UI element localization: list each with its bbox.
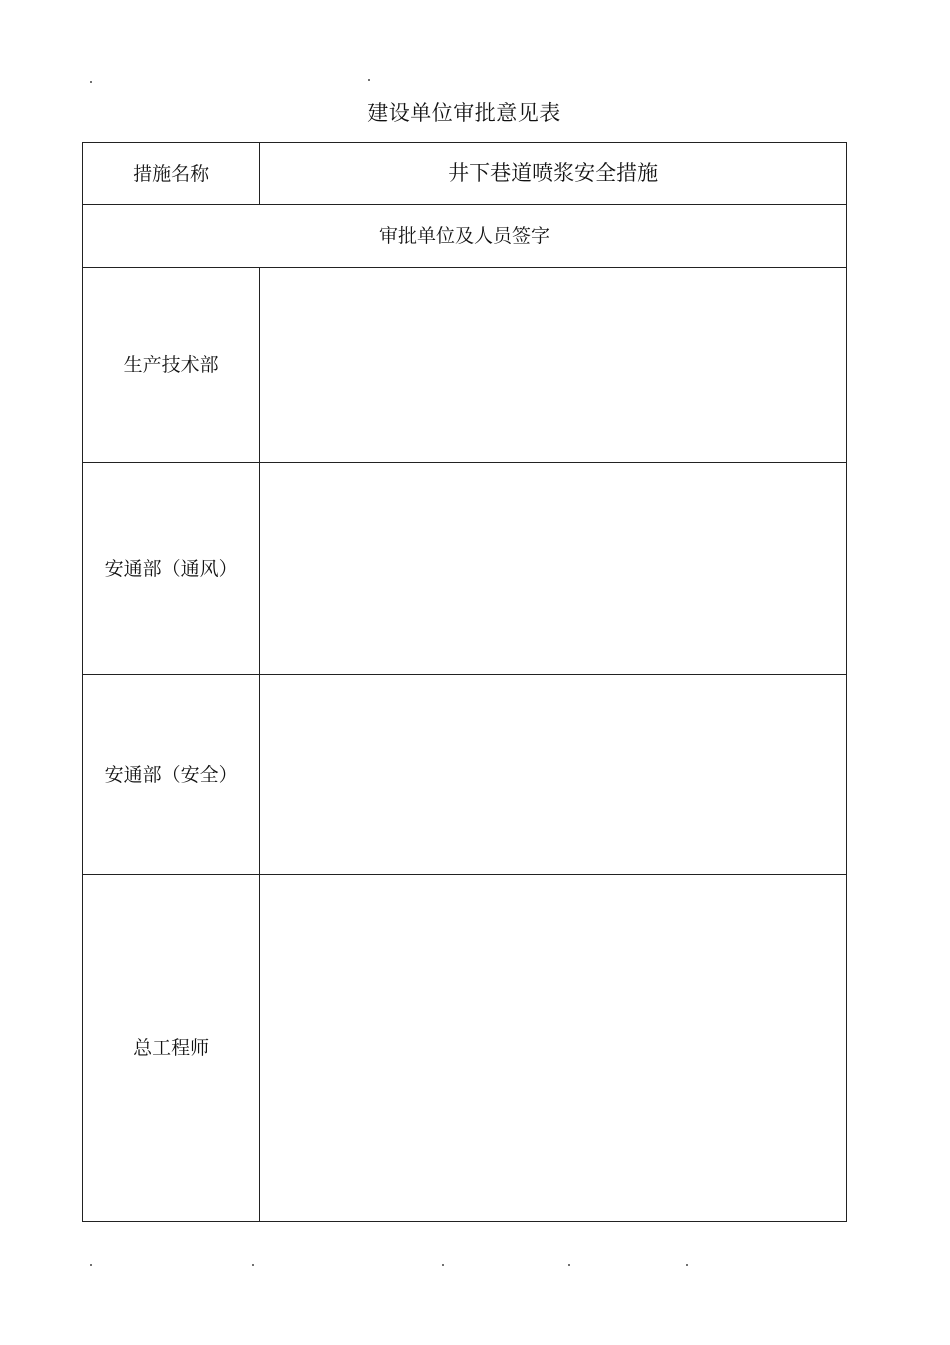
department-label-cell (83, 463, 260, 675)
department-row-safety (83, 675, 847, 875)
scan-speck (368, 79, 370, 81)
department-row-ventilation (83, 463, 847, 675)
measure-label: 措施名称 (133, 162, 210, 185)
approval-form-table (82, 142, 847, 1222)
department-label: 安通部（通风） (104, 557, 238, 580)
department-label: 安通部（安全） (104, 763, 238, 786)
department-row-production-tech (83, 268, 847, 463)
signature-cell[interactable] (260, 268, 847, 463)
department-label-cell (83, 875, 260, 1222)
approval-header-row (83, 205, 847, 268)
signature-cell[interactable] (260, 463, 847, 675)
approval-header: 审批单位及人员签字 (378, 225, 550, 247)
department-label-cell (83, 268, 260, 463)
measure-label-cell (83, 143, 260, 205)
department-label: 总工程师 (133, 1037, 210, 1059)
scan-speck (90, 81, 92, 83)
measure-value: 井下巷道喷浆安全措施 (448, 161, 659, 185)
measure-value-cell (260, 143, 847, 205)
signature-cell[interactable] (260, 875, 847, 1222)
scan-speck (252, 1264, 254, 1266)
scan-speck (686, 1264, 688, 1266)
document-title: 建设单位审批意见表 (367, 101, 561, 125)
signature-cell[interactable] (260, 675, 847, 875)
department-label-cell (83, 675, 260, 875)
measure-row (83, 143, 847, 205)
department-row-chief-engineer (83, 875, 847, 1222)
approval-header-cell (83, 205, 847, 268)
scan-speck (90, 1264, 92, 1266)
scan-speck (568, 1264, 570, 1266)
department-label: 生产技术部 (123, 354, 219, 376)
scan-speck (442, 1264, 444, 1266)
